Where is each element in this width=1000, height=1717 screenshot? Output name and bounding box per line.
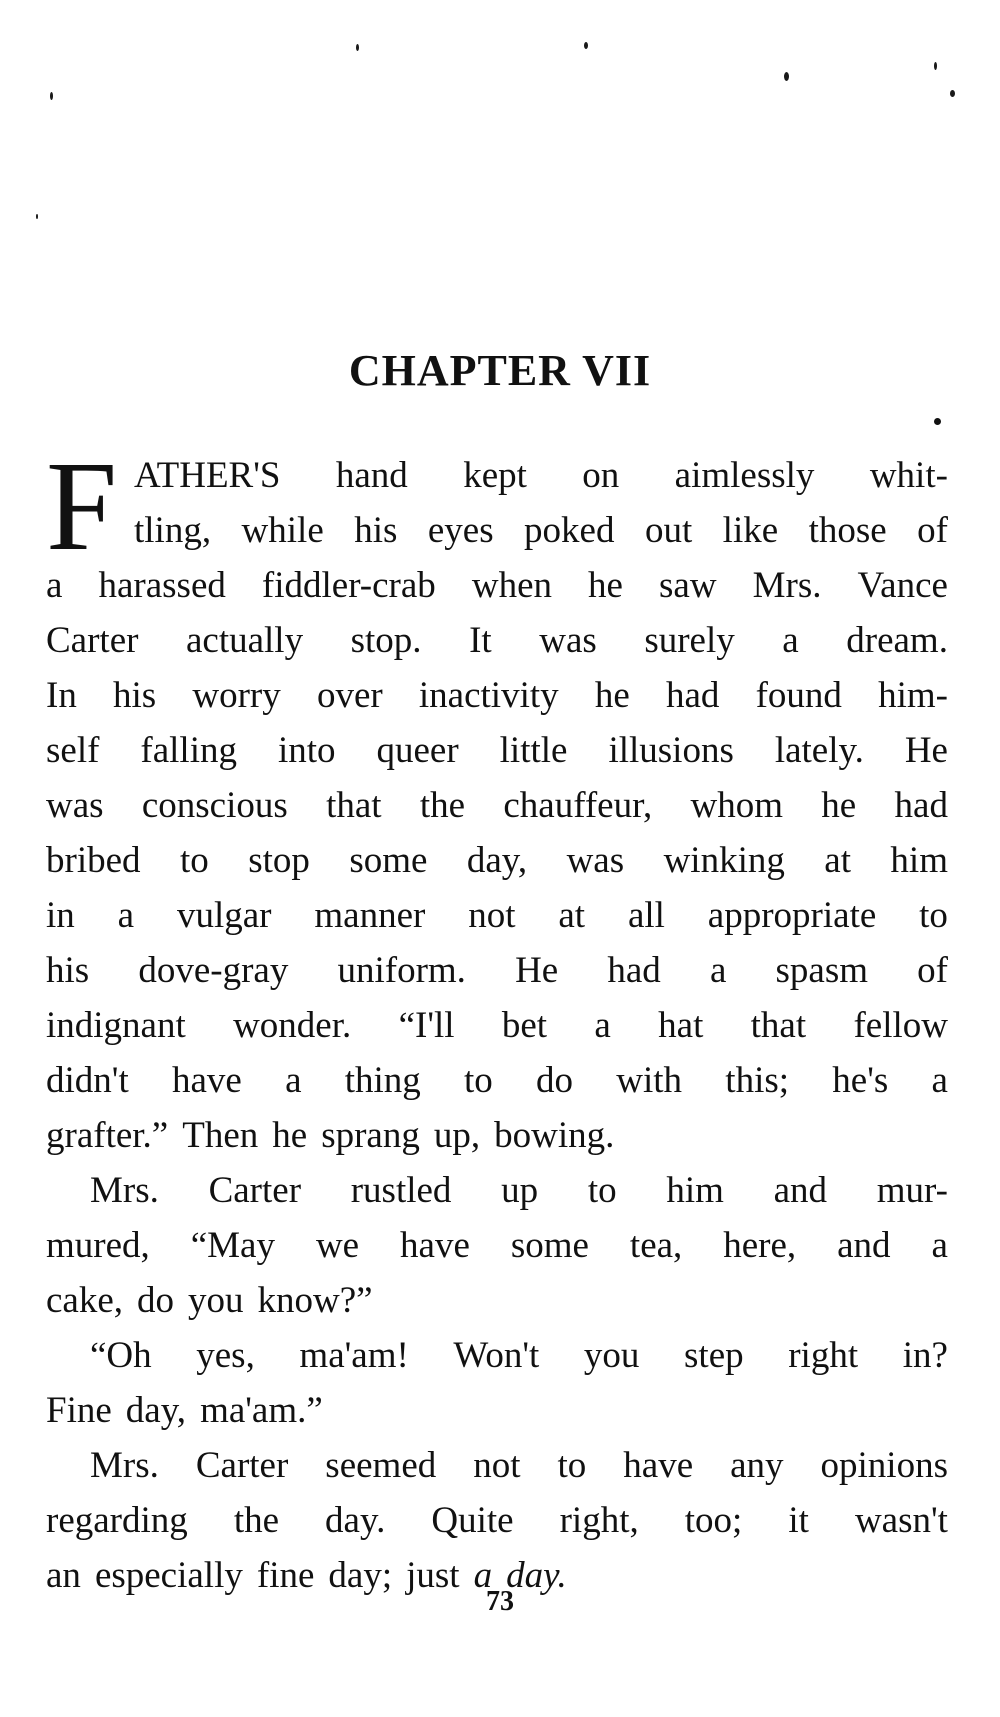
word: those: [808, 510, 887, 551]
word: had: [894, 785, 948, 826]
word: you: [583, 1335, 640, 1376]
word: over: [316, 675, 383, 716]
word: Mrs.: [752, 565, 822, 606]
word: he: [594, 675, 630, 716]
word: that: [750, 1005, 807, 1046]
word: was: [566, 840, 625, 881]
word: He: [904, 730, 948, 771]
word: wonder.: [233, 1005, 352, 1046]
word: day,: [125, 1390, 187, 1431]
word: a: [46, 565, 63, 606]
text-line: [46, 668, 948, 723]
text-line: [46, 1053, 948, 1108]
word: up: [501, 1170, 539, 1211]
word: step: [684, 1335, 744, 1376]
word: to: [464, 1060, 493, 1101]
text-line: [46, 943, 948, 998]
word: It: [469, 620, 492, 661]
word: this;: [725, 1060, 790, 1101]
scan-speck: [36, 214, 38, 219]
word: kept: [463, 455, 527, 496]
word: ma'am.”: [200, 1390, 323, 1431]
word: have: [171, 1060, 242, 1101]
word: opinions: [820, 1445, 948, 1486]
word: “Oh: [90, 1335, 152, 1376]
word: right,: [559, 1500, 639, 1541]
word: In: [46, 675, 77, 716]
word: do: [536, 1060, 574, 1101]
scan-speck: [356, 44, 359, 51]
word: was: [46, 785, 104, 826]
drop-cap: F: [46, 435, 118, 577]
text-line: [46, 833, 948, 888]
word: here,: [723, 1225, 797, 1266]
word: regarding: [46, 1500, 188, 1541]
word: dove-gray: [138, 950, 289, 991]
text-line: [46, 613, 948, 668]
word: found: [755, 675, 842, 716]
word: Carter: [208, 1170, 302, 1211]
word: self: [46, 730, 100, 771]
text-line: [46, 1218, 948, 1273]
word: Carter: [46, 620, 139, 661]
body-text: [46, 435, 948, 1603]
word: his: [113, 675, 157, 716]
word: a: [594, 1005, 611, 1046]
word: Mrs.: [90, 1170, 159, 1211]
word: little: [499, 730, 568, 771]
word: not: [468, 895, 516, 936]
word: Mrs.: [90, 1445, 159, 1486]
scan-speck: [50, 92, 53, 100]
word: any: [730, 1445, 784, 1486]
word: Fine: [46, 1390, 112, 1431]
word: manner: [314, 895, 426, 936]
text-line: [46, 1438, 948, 1493]
word: he: [588, 565, 623, 606]
word: a: [285, 1060, 302, 1101]
scan-speck: [950, 90, 955, 97]
word: He: [515, 950, 559, 991]
word: actually: [185, 620, 304, 661]
word: didn't: [46, 1060, 129, 1101]
text-line: [46, 888, 948, 943]
word: have: [623, 1445, 694, 1486]
text-line: [46, 1328, 948, 1383]
margin-dot: [934, 418, 941, 425]
word: a: [931, 1225, 948, 1266]
word: into: [277, 730, 336, 771]
word: a: [709, 950, 727, 991]
word: like: [722, 510, 779, 551]
word: the: [233, 1500, 280, 1541]
scan-speck: [584, 42, 588, 49]
word: wasn't: [854, 1500, 948, 1541]
word: ATHER'S: [134, 455, 281, 496]
word: the: [419, 785, 466, 826]
text-lines: [46, 435, 948, 1603]
word: him: [890, 840, 948, 881]
word: he's: [832, 1060, 889, 1101]
word: when: [471, 565, 552, 606]
word: fellow: [853, 1005, 948, 1046]
word: whom: [690, 785, 783, 826]
word: tea,: [629, 1225, 683, 1266]
word: just: [406, 1555, 460, 1596]
word: have: [400, 1225, 470, 1266]
word: Quite: [431, 1500, 514, 1541]
text-line: [46, 448, 948, 503]
word: falling: [140, 730, 237, 771]
word: seemed: [325, 1445, 437, 1486]
word: sprang: [321, 1115, 420, 1156]
word: day;: [328, 1555, 393, 1596]
word: saw: [659, 565, 717, 606]
word: to: [919, 895, 948, 936]
scan-speck: [784, 72, 789, 81]
word: eyes: [427, 510, 494, 551]
word: thing: [344, 1060, 421, 1101]
word: inactivity: [418, 675, 559, 716]
word: mur-: [876, 1170, 948, 1211]
word: stop: [248, 840, 310, 881]
word: day.: [325, 1500, 386, 1541]
word: he: [821, 785, 857, 826]
word: “May: [190, 1225, 275, 1266]
word: a: [782, 620, 799, 661]
word: was: [539, 620, 597, 661]
word: and: [773, 1170, 828, 1211]
chapter-title: CHAPTER VII: [348, 346, 652, 395]
word: up,: [433, 1115, 481, 1156]
word: day.: [506, 1555, 567, 1596]
word: too;: [684, 1500, 743, 1541]
word: poked: [524, 510, 615, 551]
text-line: [46, 1163, 948, 1218]
word: him-: [878, 675, 948, 716]
word: especially: [94, 1555, 243, 1596]
word: right: [788, 1335, 859, 1376]
text-line: [46, 998, 948, 1053]
word: aimlessly: [674, 455, 815, 496]
word: rustled: [350, 1170, 452, 1211]
word: to: [179, 840, 209, 881]
text-line: [46, 1493, 948, 1548]
word: chauffeur,: [503, 785, 653, 826]
word: dream.: [846, 620, 948, 661]
word: with: [616, 1060, 683, 1101]
word: lately.: [774, 730, 864, 771]
word: some: [510, 1225, 589, 1266]
word: he: [272, 1115, 308, 1156]
word: and: [837, 1225, 891, 1266]
word: ma'am!: [299, 1335, 409, 1376]
word: fiddler-crab: [261, 565, 436, 606]
text-line: [46, 723, 948, 778]
word: we: [315, 1225, 360, 1266]
word: Vance: [857, 565, 948, 606]
word: at: [824, 840, 851, 881]
word: that: [326, 785, 382, 826]
word: in?: [902, 1335, 948, 1376]
word: “I'll: [398, 1005, 455, 1046]
word: whit-: [869, 455, 948, 496]
word: do: [137, 1280, 175, 1321]
word: out: [644, 510, 693, 551]
word: harassed: [98, 565, 226, 606]
word: had: [607, 950, 661, 991]
text-line: [46, 1273, 948, 1328]
word: an: [46, 1555, 81, 1596]
word: bet: [501, 1005, 548, 1046]
word: it: [788, 1500, 809, 1541]
word: had: [665, 675, 720, 716]
word: indignant: [46, 1005, 186, 1046]
word: fine: [256, 1555, 315, 1596]
word: a: [931, 1060, 948, 1101]
word: cake,: [46, 1280, 124, 1321]
word: illusions: [608, 730, 734, 771]
word: tling,: [134, 510, 212, 551]
word: know?”: [257, 1280, 373, 1321]
text-line: [46, 503, 948, 558]
word: appropriate: [707, 895, 877, 936]
word: in: [46, 895, 75, 936]
word: grafter.”: [46, 1115, 169, 1156]
word: bribed: [46, 840, 141, 881]
word: a: [117, 895, 135, 936]
word: worry: [192, 675, 281, 716]
word: a: [473, 1555, 493, 1596]
word: spasm: [775, 950, 869, 991]
word: of: [917, 510, 948, 551]
word: mured,: [46, 1225, 150, 1266]
word: day,: [466, 840, 528, 881]
word: uniform.: [337, 950, 466, 991]
word: surely: [644, 620, 735, 661]
word: while: [241, 510, 324, 551]
word: hat: [658, 1005, 704, 1046]
word: some: [349, 840, 428, 881]
word: Then: [182, 1115, 259, 1156]
word: to: [557, 1445, 587, 1486]
page-number: 73: [486, 1586, 514, 1617]
word: of: [917, 950, 948, 991]
word: Carter: [195, 1445, 289, 1486]
word: yes,: [196, 1335, 255, 1376]
scan-speck: [934, 62, 937, 70]
text-line: [46, 1108, 948, 1163]
word: stop.: [350, 620, 422, 661]
word: vulgar: [176, 895, 272, 936]
word: at: [558, 895, 586, 936]
word: Won't: [453, 1335, 540, 1376]
word: hand: [335, 455, 408, 496]
word: on: [582, 455, 620, 496]
word: all: [627, 895, 665, 936]
word: his: [354, 510, 398, 551]
word: his: [46, 950, 90, 991]
word: not: [473, 1445, 521, 1486]
text-line: [46, 1383, 948, 1438]
word: queer: [376, 730, 459, 771]
word: to: [587, 1170, 617, 1211]
word: conscious: [141, 785, 288, 826]
word: bowing.: [494, 1115, 615, 1156]
text-line: [46, 778, 948, 833]
word: you: [188, 1280, 244, 1321]
word: winking: [663, 840, 785, 881]
text-line: [46, 558, 948, 613]
word: him: [666, 1170, 724, 1211]
